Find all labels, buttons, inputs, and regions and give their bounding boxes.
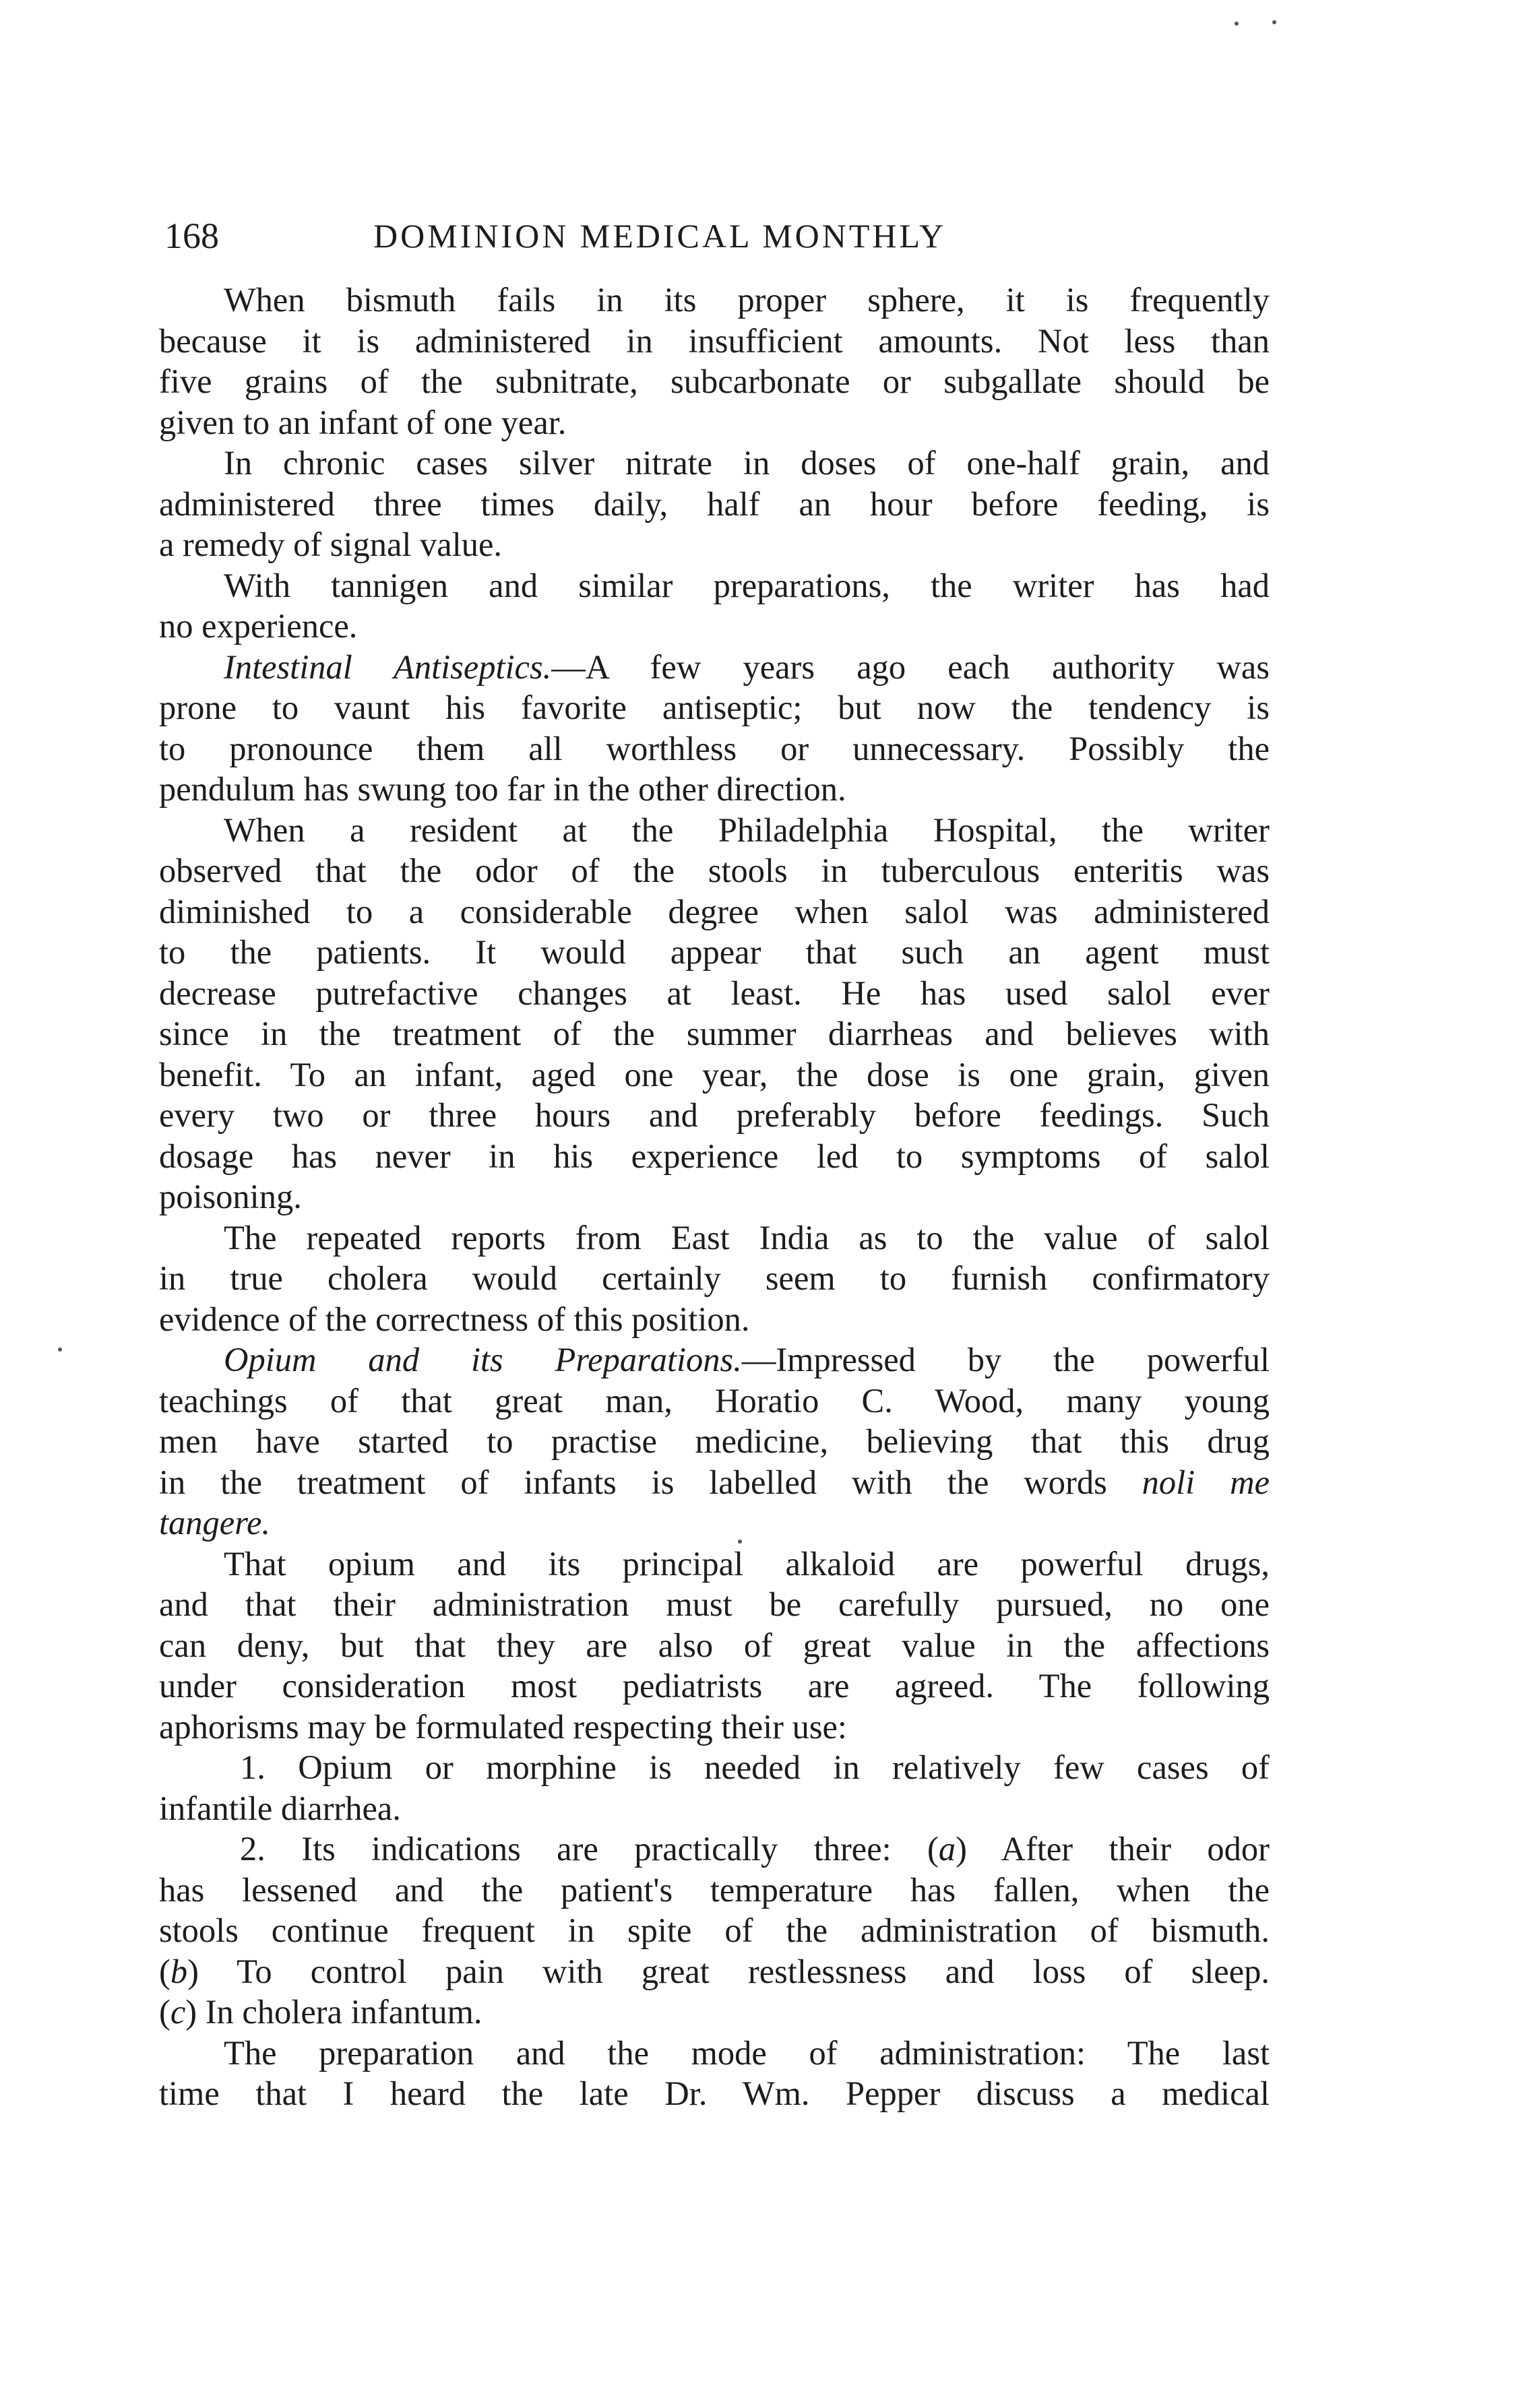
text-line: aphorisms may be formulated respecting their use: (159, 1707, 847, 1746)
text-line: pendulum has swung too far in the other direction. (159, 770, 846, 808)
text-line: poisoning. (159, 1178, 302, 1215)
text-line: and that their administration must be carefully pursued, no one (159, 1585, 1270, 1623)
text-line: administered three times daily, half an hour before feeding, is (159, 484, 1270, 523)
text-run: —Impressed by the powerful (741, 1341, 1270, 1379)
text-line: in true cholera would certainly seem to furnish confirmatory (159, 1259, 1270, 1297)
text-line (159, 1462, 1270, 1503)
text-line: teachings of that great man, Horatio C. Wood, many young (159, 1381, 1270, 1420)
numbered-item-line (159, 1829, 1270, 1870)
item-letter: a (938, 1830, 956, 1868)
text-line: benefit. To an infant, aged one year, the dose is one grain, given (159, 1055, 1270, 1094)
text-line: to the patients. It would appear that such an agent must (159, 933, 1270, 971)
journal-title: DOMINION MEDICAL MONTHLY (373, 217, 947, 255)
section-heading-opium: Opium and its Preparations. (224, 1341, 742, 1379)
scan-speck (58, 1348, 62, 1352)
text-line: The repeated reports from East India as to the value of salol (224, 1218, 1270, 1257)
text-line: no experience. (159, 607, 358, 645)
text-line: When bismuth fails in its proper sphere, it is frequently (224, 281, 1270, 319)
latin-phrase: tangere. (159, 1504, 271, 1542)
text-run: ( (159, 1952, 170, 1990)
text-line: a remedy of signal value. (159, 526, 503, 563)
text-line: The preparation and the mode of administration: The last (224, 2033, 1270, 2072)
text-line (159, 1951, 1270, 1992)
text-line: With tannigen and similar preparations, the writer has had (224, 566, 1270, 604)
text-line: dosage has never in his experience led to symptoms of salol (159, 1137, 1270, 1175)
text-run: ) To control pain with great restlessness and loss of sleep. (187, 1952, 1270, 1990)
latin-phrase: noli me (1142, 1463, 1270, 1501)
text-line (159, 1339, 1270, 1381)
text-line (159, 647, 1270, 688)
text-line: evidence of the correctness of this position. (159, 1300, 750, 1338)
text-line: decrease putrefactive changes at least. He has used salol ever (159, 974, 1270, 1012)
text-line: observed that the odor of the stools in tuberculous enteritis was (159, 852, 1270, 889)
text-line: has lessened and the patient's temperature has fallen, when the (159, 1870, 1270, 1909)
text-run: ) After their odor (956, 1830, 1270, 1868)
text-line: prone to vaunt his favorite antiseptic; but now the tendency is (159, 689, 1270, 726)
text-line: That opium and its principal alkaloid are powerful drugs, (224, 1544, 1270, 1583)
text-run: ( (159, 1993, 170, 2031)
text-line: given to an infant of one year. (159, 403, 567, 441)
section-heading-intestinal-antiseptics: Intestinal Antiseptics. (224, 647, 552, 686)
text-run: ) In cholera infantum. (185, 1993, 482, 2031)
item-letter: c (170, 1993, 186, 2031)
scan-speck (1235, 22, 1239, 26)
text-run: 2. Its indications are practically three: ( (240, 1830, 939, 1868)
page-number: 168 (164, 216, 219, 256)
text-line: When a resident at the Philadelphia Hospital, the writer (224, 811, 1270, 849)
text-run: in the treatment of infants is labelled with the words (159, 1463, 1142, 1501)
text-line: men have started to practise medicine, believing that this drug (159, 1422, 1270, 1460)
text-line: to pronounce them all worthless or unnecessary. Possibly the (159, 729, 1270, 767)
running-head (164, 209, 1270, 263)
text-run: —A few years ago each authority was (551, 647, 1270, 686)
text-line (159, 1502, 1270, 1544)
numbered-item-line: 1. Opium or morphine is needed in relatively few cases of (240, 1748, 1270, 1786)
text-line: can deny, but that they are also of great value in the affections (159, 1626, 1270, 1664)
article-body (159, 280, 1270, 2114)
text-line: under consideration most pediatrists are agreed. The following (159, 1667, 1270, 1705)
text-line: time that I heard the late Dr. Wm. Pepper discuss a medical (159, 2074, 1270, 2112)
text-line: In chronic cases silver nitrate in doses of one-half grain, and (224, 444, 1270, 482)
text-line: stools continue frequent in spite of the administration of bismuth. (159, 1911, 1270, 1949)
text-line: every two or three hours and preferably before feedings. Such (159, 1096, 1270, 1134)
item-letter: b (170, 1952, 188, 1990)
text-line: since in the treatment of the summer diarrheas and believes with (159, 1015, 1270, 1052)
text-line: diminished to a considerable degree when salol was administered (159, 892, 1270, 930)
text-line: infantile diarrhea. (159, 1789, 401, 1827)
text-line (159, 1992, 1270, 2033)
scan-speck (1272, 20, 1276, 24)
text-line: five grains of the subnitrate, subcarbonate or subgallate should be (159, 362, 1270, 400)
text-line: because it is administered in insufficient amounts. Not less than (159, 321, 1270, 360)
